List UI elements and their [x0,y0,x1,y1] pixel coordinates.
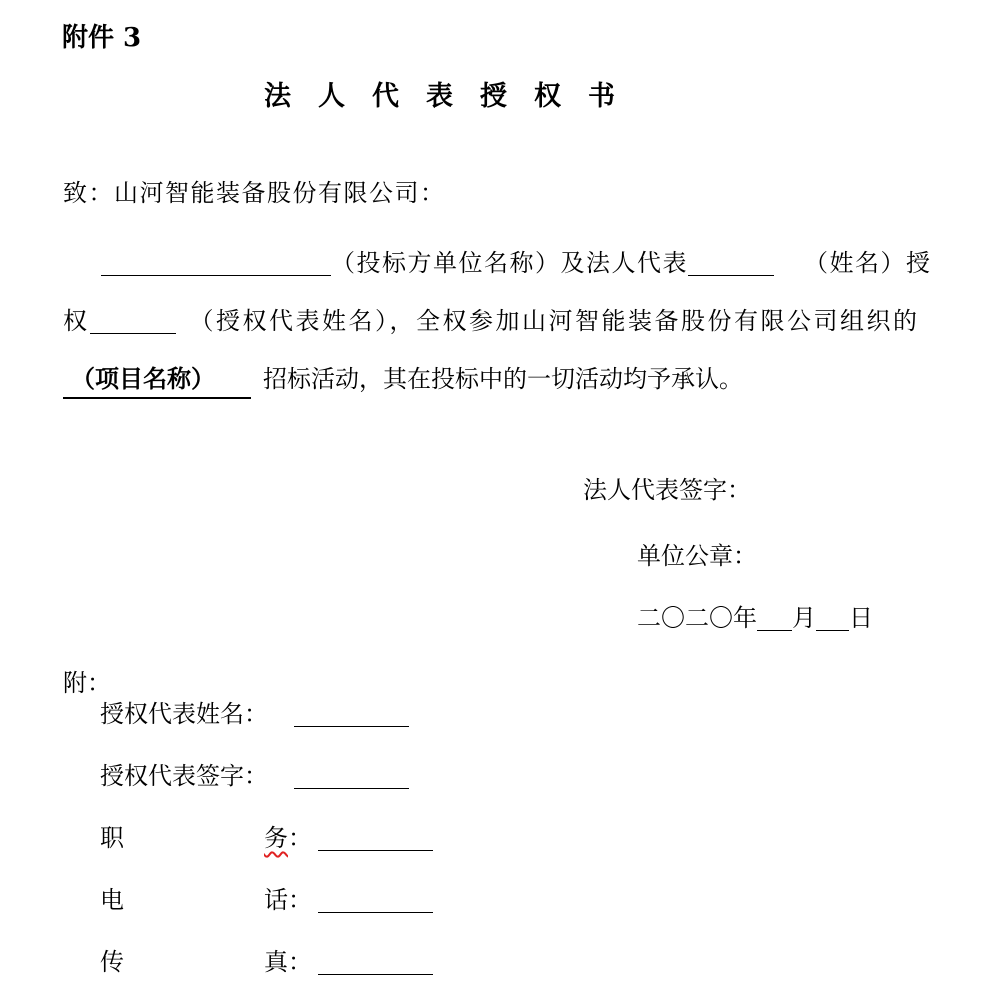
date-month-text: 月 [792,604,816,632]
rep-name-blank[interactable] [294,702,409,727]
appendix-row-rep-signature [100,761,409,791]
position-label-char-2-spellcheck: 务 [264,824,288,852]
body-line-2-text-a: 权 [63,307,90,335]
body-line-3-text: 招标活动，其在投标中的一切活动均予承认。 [263,365,743,393]
date-line [637,603,873,633]
body-line-1-text-b: （姓名）授 [804,249,932,277]
document-title: 法 人 代 表 授 权 书 [264,81,615,112]
date-year-text: 二〇二〇年 [637,604,757,632]
rep-signature-blank[interactable] [294,764,409,789]
fax-label [100,947,312,977]
appendix-heading: 附： [63,669,111,697]
date-day-text: 日 [849,604,873,632]
body-line-1-text-a: （投标方单位名称）及法人代表 [331,249,688,277]
attachment-label: 附件 3 [62,23,142,53]
appendix-row-rep-name [100,699,409,729]
authorized-rep-name-blank[interactable] [90,309,176,334]
position-label-colon: ： [288,824,312,852]
date-month-blank[interactable] [757,606,792,631]
bidder-company-name-blank[interactable] [101,251,331,276]
position-blank[interactable] [318,826,433,851]
appendix-row-phone [100,885,433,915]
position-label-char-1: 职 [100,824,124,852]
date-day-blank[interactable] [816,606,849,631]
body-line-1 [63,248,932,278]
position-label [100,823,312,853]
company-seal-label: 单位公章： [637,542,757,570]
appendix-row-position [100,823,433,853]
fax-label-char-1: 传 [100,948,124,976]
phone-label [100,885,312,915]
salutation-line: 致：山河智能装备股份有限公司： [63,179,446,207]
phone-label-char-2: 话 [264,886,288,914]
project-name-placeholder: （项目名称） [71,364,215,393]
body-line-2 [63,306,920,336]
legal-rep-name-blank[interactable] [688,251,774,276]
phone-label-colon: ： [288,886,312,914]
project-name-blank[interactable] [63,364,251,399]
body-line-2-text-b: （授权代表姓名），全权参加山河智能装备股份有限公司组织的 [189,307,920,335]
fax-blank[interactable] [318,950,433,975]
fax-label-colon: ： [288,948,312,976]
appendix-row-fax [100,947,433,977]
fax-label-char-2: 真 [264,948,288,976]
phone-label-char-1: 电 [100,886,124,914]
rep-name-label: 授权代表姓名： [100,700,268,728]
legal-rep-signature-label: 法人代表签字： [583,476,751,504]
body-line-3 [63,364,743,399]
rep-signature-label: 授权代表签字： [100,762,268,790]
phone-blank[interactable] [318,888,433,913]
